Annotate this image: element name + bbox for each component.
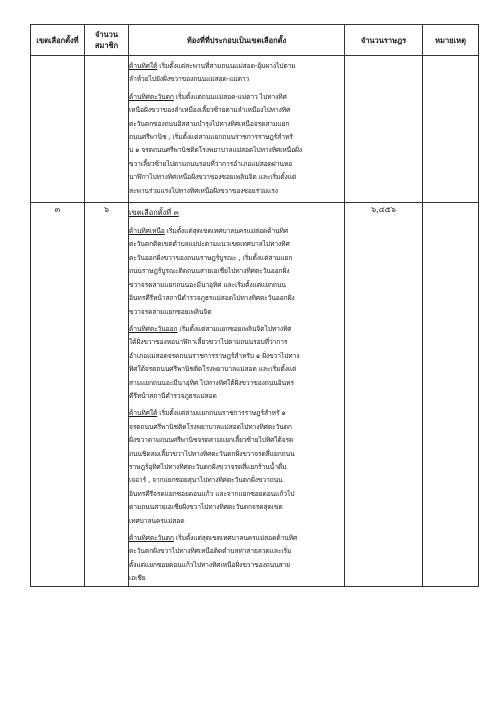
- text-line: เริ่มตั้งแต่สะพานที่สามถนนแม่สอด-อุ้มผางไปตาม: [157, 62, 296, 70]
- text-line: เริ่มตั้งแต่สุดเขตเทศบาลนครแม่สอดด้านทิศ: [173, 534, 298, 542]
- table-row-continued: [31, 56, 479, 203]
- text-line: ตะวันออกฝั่งขวาของถนนราษฎร์บูรณะ , เริ่มตั้งแต่สามแยก: [129, 253, 293, 262]
- text-line: ตะวันตกติดเขตตำบลแม่ปะตามแนวเขตเทศบาลไปทางทิศ: [129, 240, 290, 249]
- north-title: ด้านทิศเหนือ: [129, 227, 165, 236]
- cell-population-3: ๖,๔๕๖: [345, 203, 423, 587]
- text-line: เทศบาลนครแม่สอด: [129, 516, 185, 525]
- text-line: เหนือฝั่งขวาของลำเหมืองเลี้ยวซ้ายตามลำเหมืองไปทางทิศ: [129, 106, 291, 115]
- text-line: ทิศใต้จรดถนนศรีพานิชติดโรงพยาบาลแม่สอด และเริ่มตั้งแต่: [129, 365, 297, 374]
- text-line: บ ๑ จรดถนนศรีพานิชติดโรงพยาบาลแม่สอดไปทางทิศเหนือฝั่ง: [129, 146, 303, 155]
- text-line: ขวาจรดสามแยกซอยเพลินจิต: [129, 307, 212, 316]
- district-3-heading: เขตเลือกตั้งที่ ๓: [129, 208, 179, 218]
- text-line: นาฬิกาไปทางทิศเหนือฝั่งขวาของซอยเพลินจิต และเริ่มตั้งแต่: [129, 173, 297, 182]
- text-line: ตั้งแต่แยกซอยดอนแก้วไปทางทิศเหนือฝั่งขวาของถนนสาย: [129, 560, 290, 569]
- east-boundary: [129, 323, 344, 403]
- text-line: จรดถนนศรีพานิชติดโรงพยาบาลแม่สอดไปทางทิศตะวันตก: [129, 422, 292, 431]
- south-boundary-prev: [129, 60, 344, 87]
- text-line: ขวาจรดสามแยกถนนอะมีนาอุทิศ และเริ่มตั้งแต่แยกถนน: [129, 280, 286, 289]
- text-line: เริ่มตั้งแต่ถนนแม่สอด-แม่ตาว ไปทางทิศ: [173, 92, 287, 101]
- south-title: ด้านทิศใต้: [129, 409, 158, 418]
- text-line: เริ่มตั้งแต่สามแยกซอยเพลินจิตไปทางทิศ: [177, 324, 292, 333]
- text-line: ราษฎร์อุทิศไปทางทิศตะวันตกฝั่งขวาจรดสี่แยกร้านน้ำดื่ม: [129, 462, 287, 471]
- cell-remark-3: [423, 203, 479, 587]
- text-line: เริ่มตั้งแต่สุดเขตเทศบาลนครแม่สอดด้านทิศ: [164, 227, 288, 236]
- text-line: อินทรคีรีจรดแยกซอยดอนแก้ว และจากแยกซอยดอนแก้วไป: [129, 489, 295, 498]
- north-boundary: [129, 225, 344, 319]
- cell-remark-prev: [423, 56, 479, 203]
- table-header-row: [31, 25, 479, 56]
- text-line: ตามถนนสายเอเชียฝั่งขวาไปทางทิศตะวันตกจรดสุดเขต: [129, 503, 283, 512]
- text-line: สามแยกถนนอะมีนาอุทิศ ไปทางทิศใต้ฝั่งขวาของถนนอินทร: [129, 378, 294, 387]
- cell-district-prev: [31, 56, 85, 203]
- text-line: เจอาร์ , จากแยกซอยสุนาไปทางทิศตะวันตกฝั่งขวาถนน: [129, 476, 283, 485]
- west-boundary: [129, 532, 344, 586]
- south-title-prev: ด้านทิศใต้: [129, 62, 158, 70]
- west-title: ด้านทิศตะวันตก: [129, 534, 174, 542]
- text-line: ตะวันตกของถนนอิสสามบำรุงไปทางทิศเหนือจรดสามแยก: [129, 119, 290, 128]
- west-title-prev: ด้านทิศตะวันตก: [129, 92, 174, 101]
- south-boundary: [129, 407, 344, 528]
- header-members: จำนวนสมาชิก: [85, 25, 129, 56]
- west-boundary-prev: [129, 91, 344, 198]
- text-line: ตะวันตกฝั่งขวาไปทางทิศเหนือติดตำบลท่าสายลวดและเริ่ม: [129, 547, 292, 556]
- text-line: ถนนศรีพานิช , เริ่มตั้งแต่สามแยกถนนราชการราษฎร์สำหรั: [129, 133, 293, 142]
- header-district: เขตเลือกตั้งที่: [31, 25, 85, 56]
- text-line: อำเภอแม่สอดจรดถนนราชการราษฎร์สำหรับ ๑ ฝั่งขวาไปทาง: [129, 351, 300, 360]
- text-line: ขวาเลี้ยวซ้ายไปตามถนนรอบที่ว่าการอำเภอแม่สอดผ่านหอ: [129, 159, 293, 168]
- cell-members-3: ๖: [85, 203, 129, 587]
- table-row-district-3: [31, 203, 479, 587]
- header-area: ท้องที่ที่ประกอบเป็นเขตเลือกตั้ง: [129, 25, 345, 56]
- east-title: ด้านทิศตะวันออก: [129, 324, 178, 333]
- text-line: เอเชีย: [129, 574, 146, 583]
- header-population: จำนวนราษฎร: [345, 25, 423, 56]
- text-line: สะพานร่วมแรงไปทางทิศเหนือฝั่งขวาของซอยร่วมแรง: [129, 186, 278, 195]
- text-line: ฝั่งขวาตามถนนศรีพานิชจรดสามแยกเลี้ยวซ้ายไปทิศใต้จรด: [129, 436, 294, 445]
- text-line: ลำห้วยไปยังฝั่งขวาของถนนแม่สอด-แม่ตาว: [129, 75, 250, 84]
- cell-population-prev: [345, 56, 423, 203]
- cell-members-prev: [85, 56, 129, 203]
- text-line: เริ่มตั้งแต่สามแยกถนนราชการราษฎร์สำหรั ๑: [157, 409, 286, 418]
- text-line: ถนนราษฎร์บูรณะติดถนนสายเอเชียไปทางทิศตะวันออกฝั่ง: [129, 267, 290, 276]
- text-line: อินทรคีรีหน้าสถานีตำรวจภูธรแม่สอดไปทางทิศตะวันออกฝั่ง: [129, 294, 295, 303]
- cell-area-prev: [129, 56, 345, 203]
- text-line: ถนนชิดลมเลี้ยวขวาไปทางทิศตะวันตกฝั่งขวาจรดสี่แยกถนน: [129, 449, 295, 458]
- text-line: ใต้ฝั่งขวาของหอนาฬิกาเลี้ยวขวาไปตามถนนรอบที่ว่าการ: [129, 338, 288, 347]
- cell-area-3: [129, 203, 345, 587]
- district-table: [30, 24, 479, 587]
- cell-district-3: ๓: [31, 203, 85, 587]
- header-remark: หมายเหตุ: [423, 25, 479, 56]
- text-line: คีรีหน้าสถานีตำรวจภูธรแม่สอด: [129, 391, 217, 400]
